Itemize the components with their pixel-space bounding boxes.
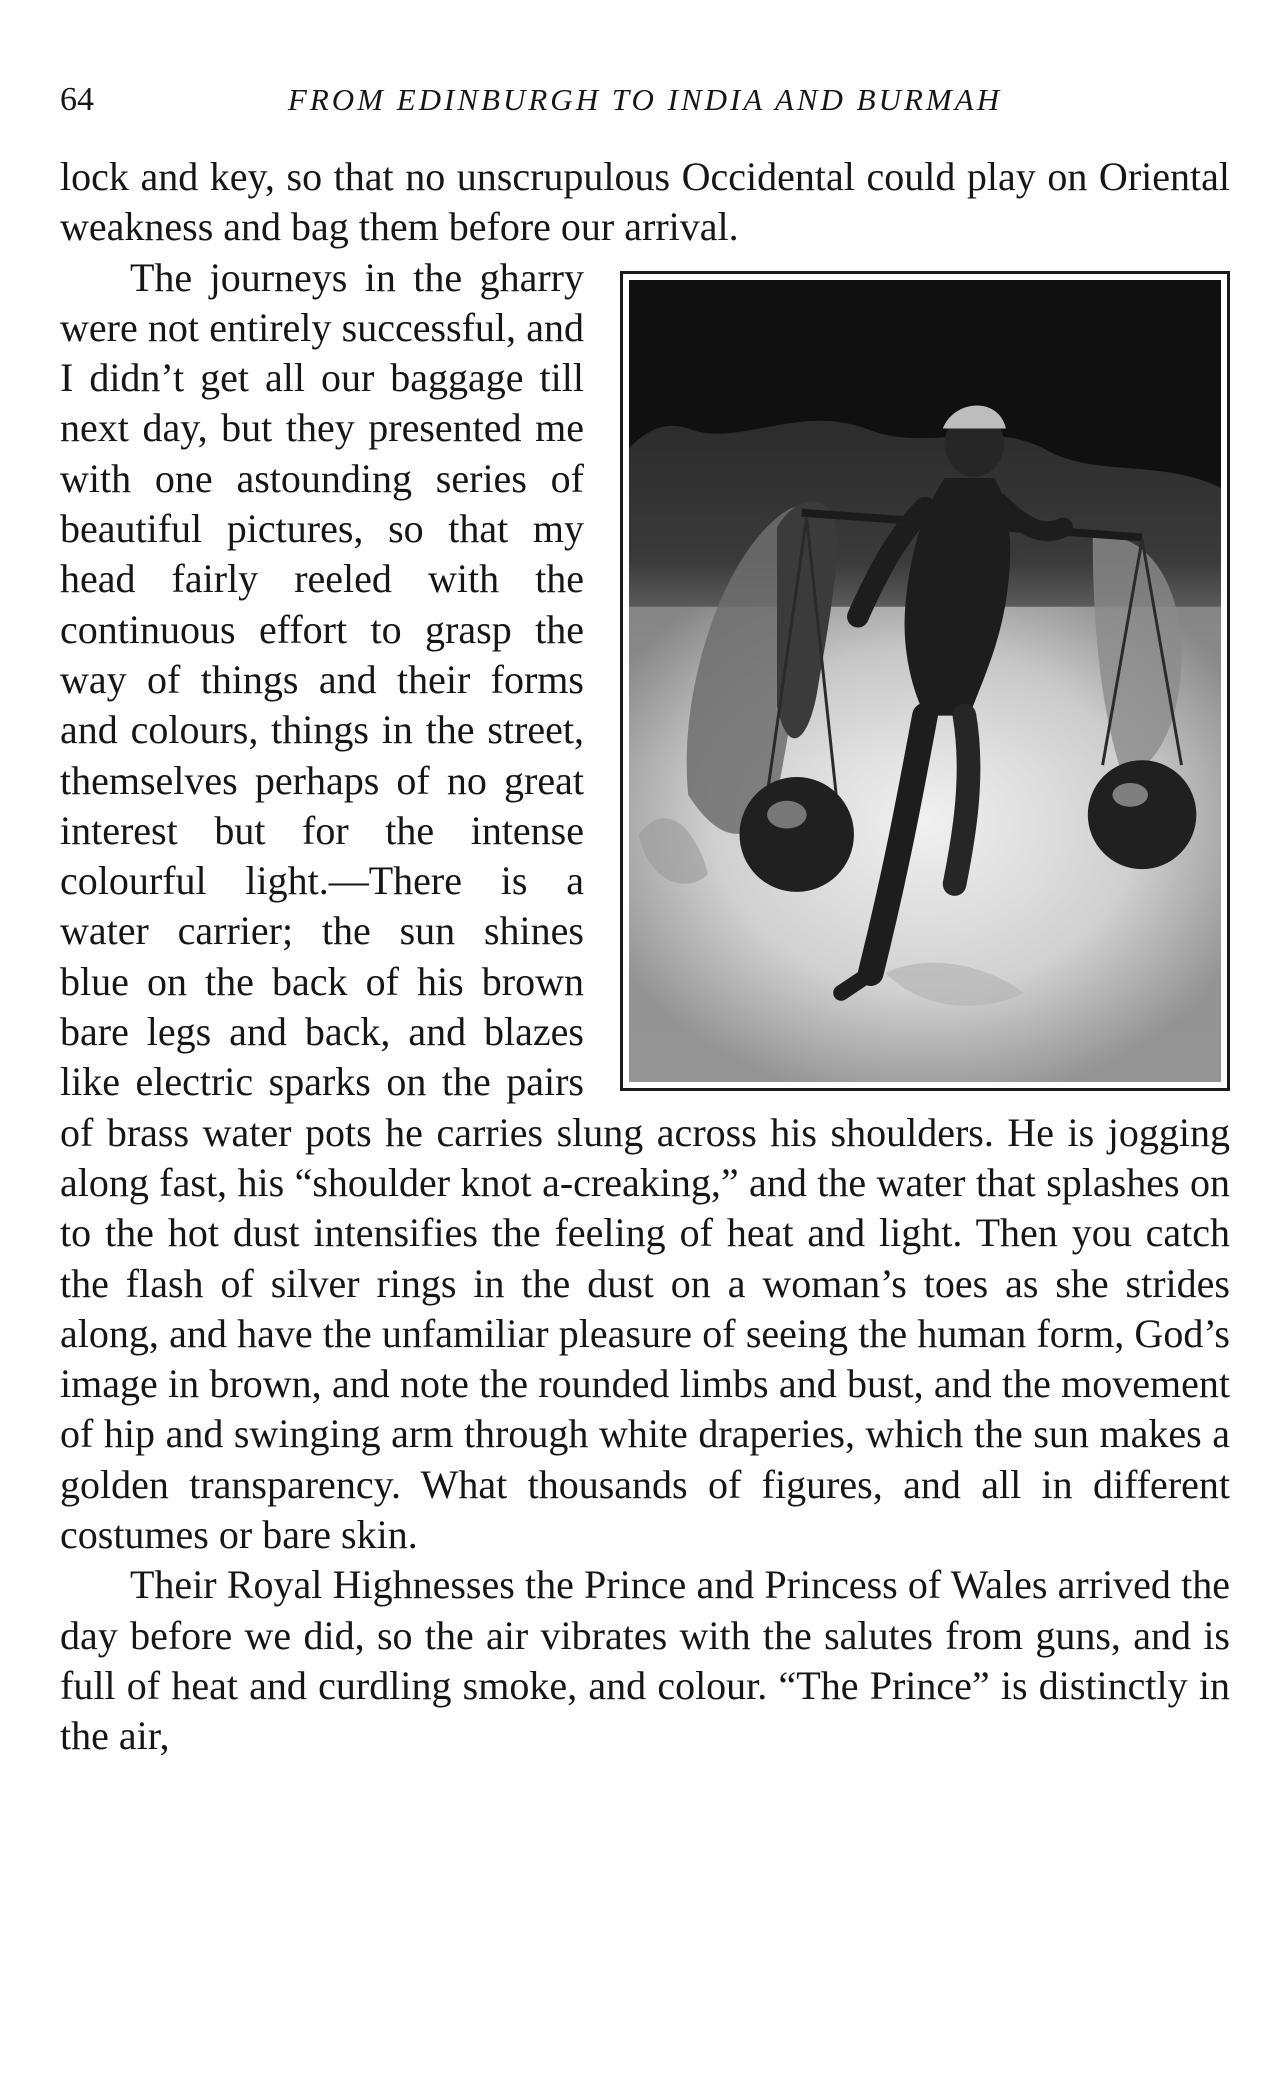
page-header bbox=[60, 70, 1230, 130]
book-page bbox=[60, 70, 1230, 1762]
body-text bbox=[60, 152, 1230, 1762]
paragraph-3: Their Royal Highnesses the Prince and Princess of Wales arrived the day before we did, so the air vibrates with the salutes from guns, and is full of heat and curdling smoke, and colour. “The Prince” is distinctly in the air, bbox=[60, 1562, 1230, 1759]
running-head: FROM EDINBURGH TO INDIA AND BURMAH bbox=[287, 82, 1003, 117]
page-number: 64 bbox=[60, 81, 94, 118]
illustration-drawing bbox=[629, 280, 1221, 1082]
paragraph-1: lock and key, so that no unscrupulous Occidental could play on Oriental weakness and bag them before our arrival. bbox=[60, 154, 1230, 250]
paragraph-2: The journeys in the gharry were not entirely successful, and I didn’t get all our baggage till next day, but they presented me with one astounding series of beautiful pictures, so that my head fairly reeled with the continuous effort to grasp the way of things and their forms and colours, things in the street, themselves perhaps of no great interest but for the intense colourful light.—There is a water carrier; the sun shines blue on the back of his brown bare legs and back, and blazes like electric sparks on the pairs of brass water pots he carries slung across his shoulders. He is jogging along fast, his “shoulder knot a-creaking,” and the water that splashes on to the hot dust intensifies the feeling of heat and light. Then you catch the flash of silver rings in the dust on a woman’s toes as she strides along, and have the unfamiliar pleasure of seeing the human form, God’s image in brown, and note the rounded limbs and bust, and the movement of hip and swinging arm through white draperies, which the sun makes a golden transparency. What thousands of figures, and all in different costumes or bare skin. bbox=[60, 254, 1230, 1558]
water-carrier-illustration bbox=[620, 271, 1230, 1091]
